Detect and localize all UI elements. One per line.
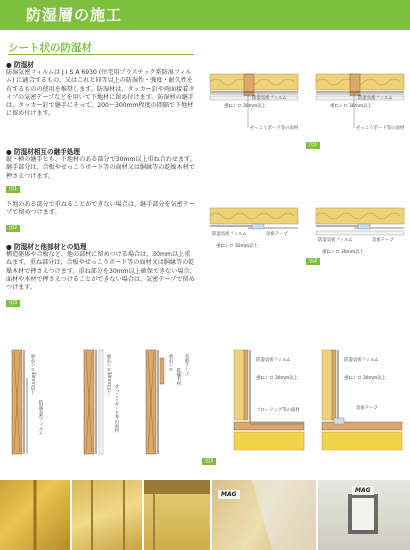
other-heading: ● 防湿材と他部材との処理 <box>6 243 87 251</box>
fig1-right-board-label: せっこうボード等の面材 <box>356 126 405 131</box>
fig3-d-overlap-label: 重ねシロ 30mm以上 <box>256 376 298 381</box>
fig3-a-film-label: 防湿気密フィルム <box>38 400 43 436</box>
material-heading: ● 防湿材 <box>6 61 34 69</box>
photo-4 <box>212 480 316 550</box>
fig2-left-tape-label: 気密テープ <box>266 232 288 237</box>
joint-body-1: 縦・横の継手とも、下地材のある部分で30mm以上重ね合わせます。継手部分は、合板やせっこうボード等の面材又は胴縁等の乾燥木材で押さえつけます。 <box>6 156 196 180</box>
fig3-e-film-label: 防湿気密フィルム <box>344 358 379 363</box>
figure-1-caption: 図1 <box>306 142 320 149</box>
fig3-b-board-label: せっこうボード等の面材 <box>114 384 119 433</box>
photo-5-brand: MAG <box>352 486 374 495</box>
joint-heading: ● 防湿材相互の継手処理 <box>6 148 80 156</box>
figure-2-diagram <box>208 204 406 264</box>
joint-body-2: 下地のある部分で重ねることができない場合は、継手部分を気密テープで留めつけます。 <box>6 201 195 217</box>
fig3-c-overlap-label: 重ねシロ <box>168 354 173 372</box>
figure-2-caption: 図2 <box>306 258 320 265</box>
fig2-left-film-label: 防湿気密フィルム <box>212 232 247 237</box>
fig3-a-overlap-label: 重ねシロ30mm以上 <box>30 354 35 395</box>
photo-3 <box>144 480 210 550</box>
fig3-d-film-label: 防湿気密フィルム <box>256 358 291 363</box>
figure-2-tag: 図2 <box>6 225 20 232</box>
figure-1-diagram <box>208 68 406 148</box>
photo-1 <box>0 480 70 550</box>
figure-3-caption: 図3 <box>202 458 216 465</box>
figure-1-tag: 図1 <box>6 186 20 193</box>
figure-3-tag: 図3 <box>6 300 20 307</box>
section-divider <box>8 54 194 55</box>
fig3-d-floor-label: フローリング等の面材 <box>256 408 300 413</box>
page-title: 防湿層の施工 <box>26 6 123 24</box>
section-title: シート状の防湿材 <box>8 42 92 54</box>
fig1-left-film-label: 防湿気密フィルム <box>252 96 287 101</box>
fig3-c-tape-label: 気密テープ <box>184 354 189 376</box>
page-header <box>0 0 410 30</box>
fig3-b-overlap-label: 重ねシロ30mm以上 <box>106 354 111 395</box>
fig3-c-wood-label: 乾燥木材 <box>176 368 181 386</box>
material-body: 防湿気密フィルムは J I S A 6930 (住宅用プラスチック系防湿フィルム) に適合するもの、又はこれと同等以上の防湿性・強度・耐久性を有するものの使用を推奨します。防湿材は、タッカー釘や両面接着タイプの気密テープなどを用いて下地材に留め付けます。防湿材の継手は、タッカー釘で継手にそって、200～300mm程度の間隔で下地材に留め付けます。 <box>6 69 195 118</box>
fig1-left-board-label: せっこうボード等の面材 <box>250 126 299 131</box>
fig2-right-overlap-label: 重ねシロ 30mm以上 <box>322 250 364 255</box>
fig3-e-overlap-label: 重ねシロ 30mm以上 <box>344 376 386 381</box>
fig1-right-overlap-label: 重ねシロ 30mm以上 <box>330 104 372 109</box>
fig1-left-overlap-label: 重ねシロ 30mm以上 <box>224 104 266 109</box>
fig2-left-overlap-label: 重ねシロ 30mm以上 <box>216 244 258 249</box>
photo-2 <box>72 480 142 550</box>
figure-3-diagram <box>6 348 406 460</box>
figure-3-svg <box>6 348 406 460</box>
other-body: 構造躯体や合板など、他の部材に留めつける場合は、30mm以上重ねます。重ね部分は、合板やせっこうボード等の面材又は胴縁等の乾燥木材で押さえつけます。重ね部分を30mm以上確保できない場合、面材や木材で押さえつけることができない場合は、気密テープで留めつけます。 <box>6 251 196 292</box>
fig1-right-film-label: 防湿気密フィルム <box>358 96 393 101</box>
photo-4-brand: MAG <box>218 490 240 499</box>
fig3-e-tape-label: 気密テープ <box>356 406 378 411</box>
photo-5 <box>318 480 410 550</box>
fig2-right-film-label: 防湿気密フィルム <box>318 238 353 243</box>
fig2-right-tape-label: 気密テープ <box>372 238 394 243</box>
